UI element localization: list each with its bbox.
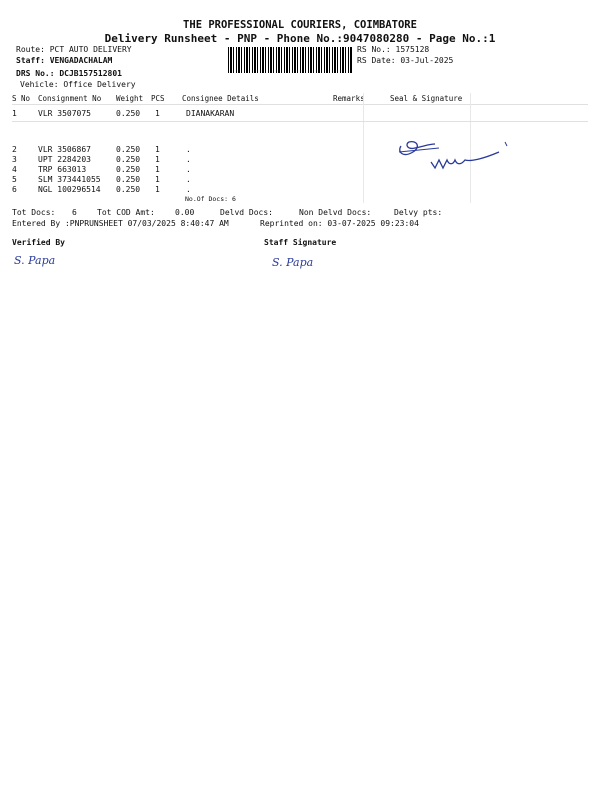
table-row-weight: 0.250	[116, 109, 141, 118]
route-label: Route: PCT AUTO DELIVERY	[16, 45, 132, 54]
drs-number: DRS No.: DCJB157512801	[16, 69, 122, 78]
table-row-pcs: 1	[155, 175, 160, 184]
table-row-consignment: TRP 663013	[38, 165, 87, 174]
table-row-sno: 5	[12, 175, 17, 184]
table-row-consignment: UPT 2284203	[38, 155, 91, 164]
table-row-consignee: .	[186, 155, 191, 164]
company-title: THE PROFESSIONAL COURIERS, COIMBATORE	[183, 19, 417, 31]
table-row-sno: 4	[12, 165, 17, 174]
table-row-sno: 6	[12, 185, 17, 194]
table-row-consignee: .	[186, 165, 191, 174]
col-consignee: Consignee Details	[182, 94, 259, 103]
table-row-pcs: 1	[155, 165, 160, 174]
rs-number: RS No.: 1575128	[357, 45, 430, 54]
table-row-weight: 0.250	[116, 165, 141, 174]
reprinted-on: Reprinted on: 03-07-2025 09:23:04	[260, 219, 419, 228]
table-row-pcs: 1	[155, 155, 160, 164]
table-row-weight: 0.250	[116, 155, 141, 164]
col-consignment: Consignment No	[38, 94, 102, 103]
col-pcs: PCS	[151, 94, 165, 103]
table-row-consignment: SLM 373441055	[38, 175, 101, 184]
table-row-consignment: VLR 3506867	[38, 145, 91, 154]
col-remarks: Remarks	[333, 94, 365, 103]
column-divider	[363, 93, 364, 203]
barcode-image	[228, 47, 352, 73]
table-row-weight: 0.250	[116, 185, 141, 194]
staff-signature-label: Staff Signature	[264, 238, 337, 247]
entered-by: Entered By :PNPRUNSHEET 07/03/2025 8:40:47 AM	[12, 219, 229, 228]
col-sno: S No	[12, 94, 31, 103]
table-row-consignment: VLR 3507075	[38, 109, 91, 118]
tot-cod-label: Tot COD Amt:	[97, 208, 155, 217]
header-divider	[12, 104, 588, 105]
col-seal-signature: Seal & Signature	[390, 94, 463, 103]
table-row-sno: 1	[12, 109, 17, 118]
non-delvd-docs-label: Non Delvd Docs:	[299, 208, 372, 217]
table-row-weight: 0.250	[116, 145, 141, 154]
rs-date: RS Date: 03-Jul-2025	[357, 56, 454, 65]
table-row-pcs: 1	[155, 109, 160, 118]
table-row-sno: 2	[12, 145, 17, 154]
tot-cod-value: 0.00	[175, 208, 195, 217]
table-row-consignment: NGL 100296514	[38, 185, 101, 194]
staff-signature: S. Papa	[272, 256, 314, 269]
table-row-weight: 0.250	[116, 175, 141, 184]
verified-by-label: Verified By	[12, 238, 65, 247]
delvy-pts-label: Delvy pts:	[394, 208, 443, 217]
table-row-consignee: DIANAKARAN	[186, 109, 235, 118]
staff-label: Staff: VENGADACHALAM	[16, 56, 113, 65]
table-row-consignee: .	[186, 145, 191, 154]
table-row-pcs: 1	[155, 145, 160, 154]
vehicle-label: Vehicle: Office Delivery	[20, 80, 136, 89]
table-row-sno: 3	[12, 155, 17, 164]
consignee-signature	[395, 132, 515, 172]
table-row-pcs: 1	[155, 185, 160, 194]
table-row-consignee: .	[186, 185, 191, 194]
tot-docs-value: 6	[72, 208, 77, 217]
runsheet-title: Delivery Runsheet - PNP - Phone No.:9047080280 - Page No.:1	[104, 32, 496, 45]
no-of-docs: No.Of Docs: 6	[185, 195, 236, 203]
table-row-consignee: .	[186, 175, 191, 184]
verified-by-signature: S. Papa	[14, 254, 56, 267]
col-weight: Weight	[116, 94, 144, 103]
tot-docs-label: Tot Docs:	[12, 208, 56, 217]
delvd-docs-label: Delvd Docs:	[220, 208, 273, 217]
row-divider	[12, 121, 588, 122]
